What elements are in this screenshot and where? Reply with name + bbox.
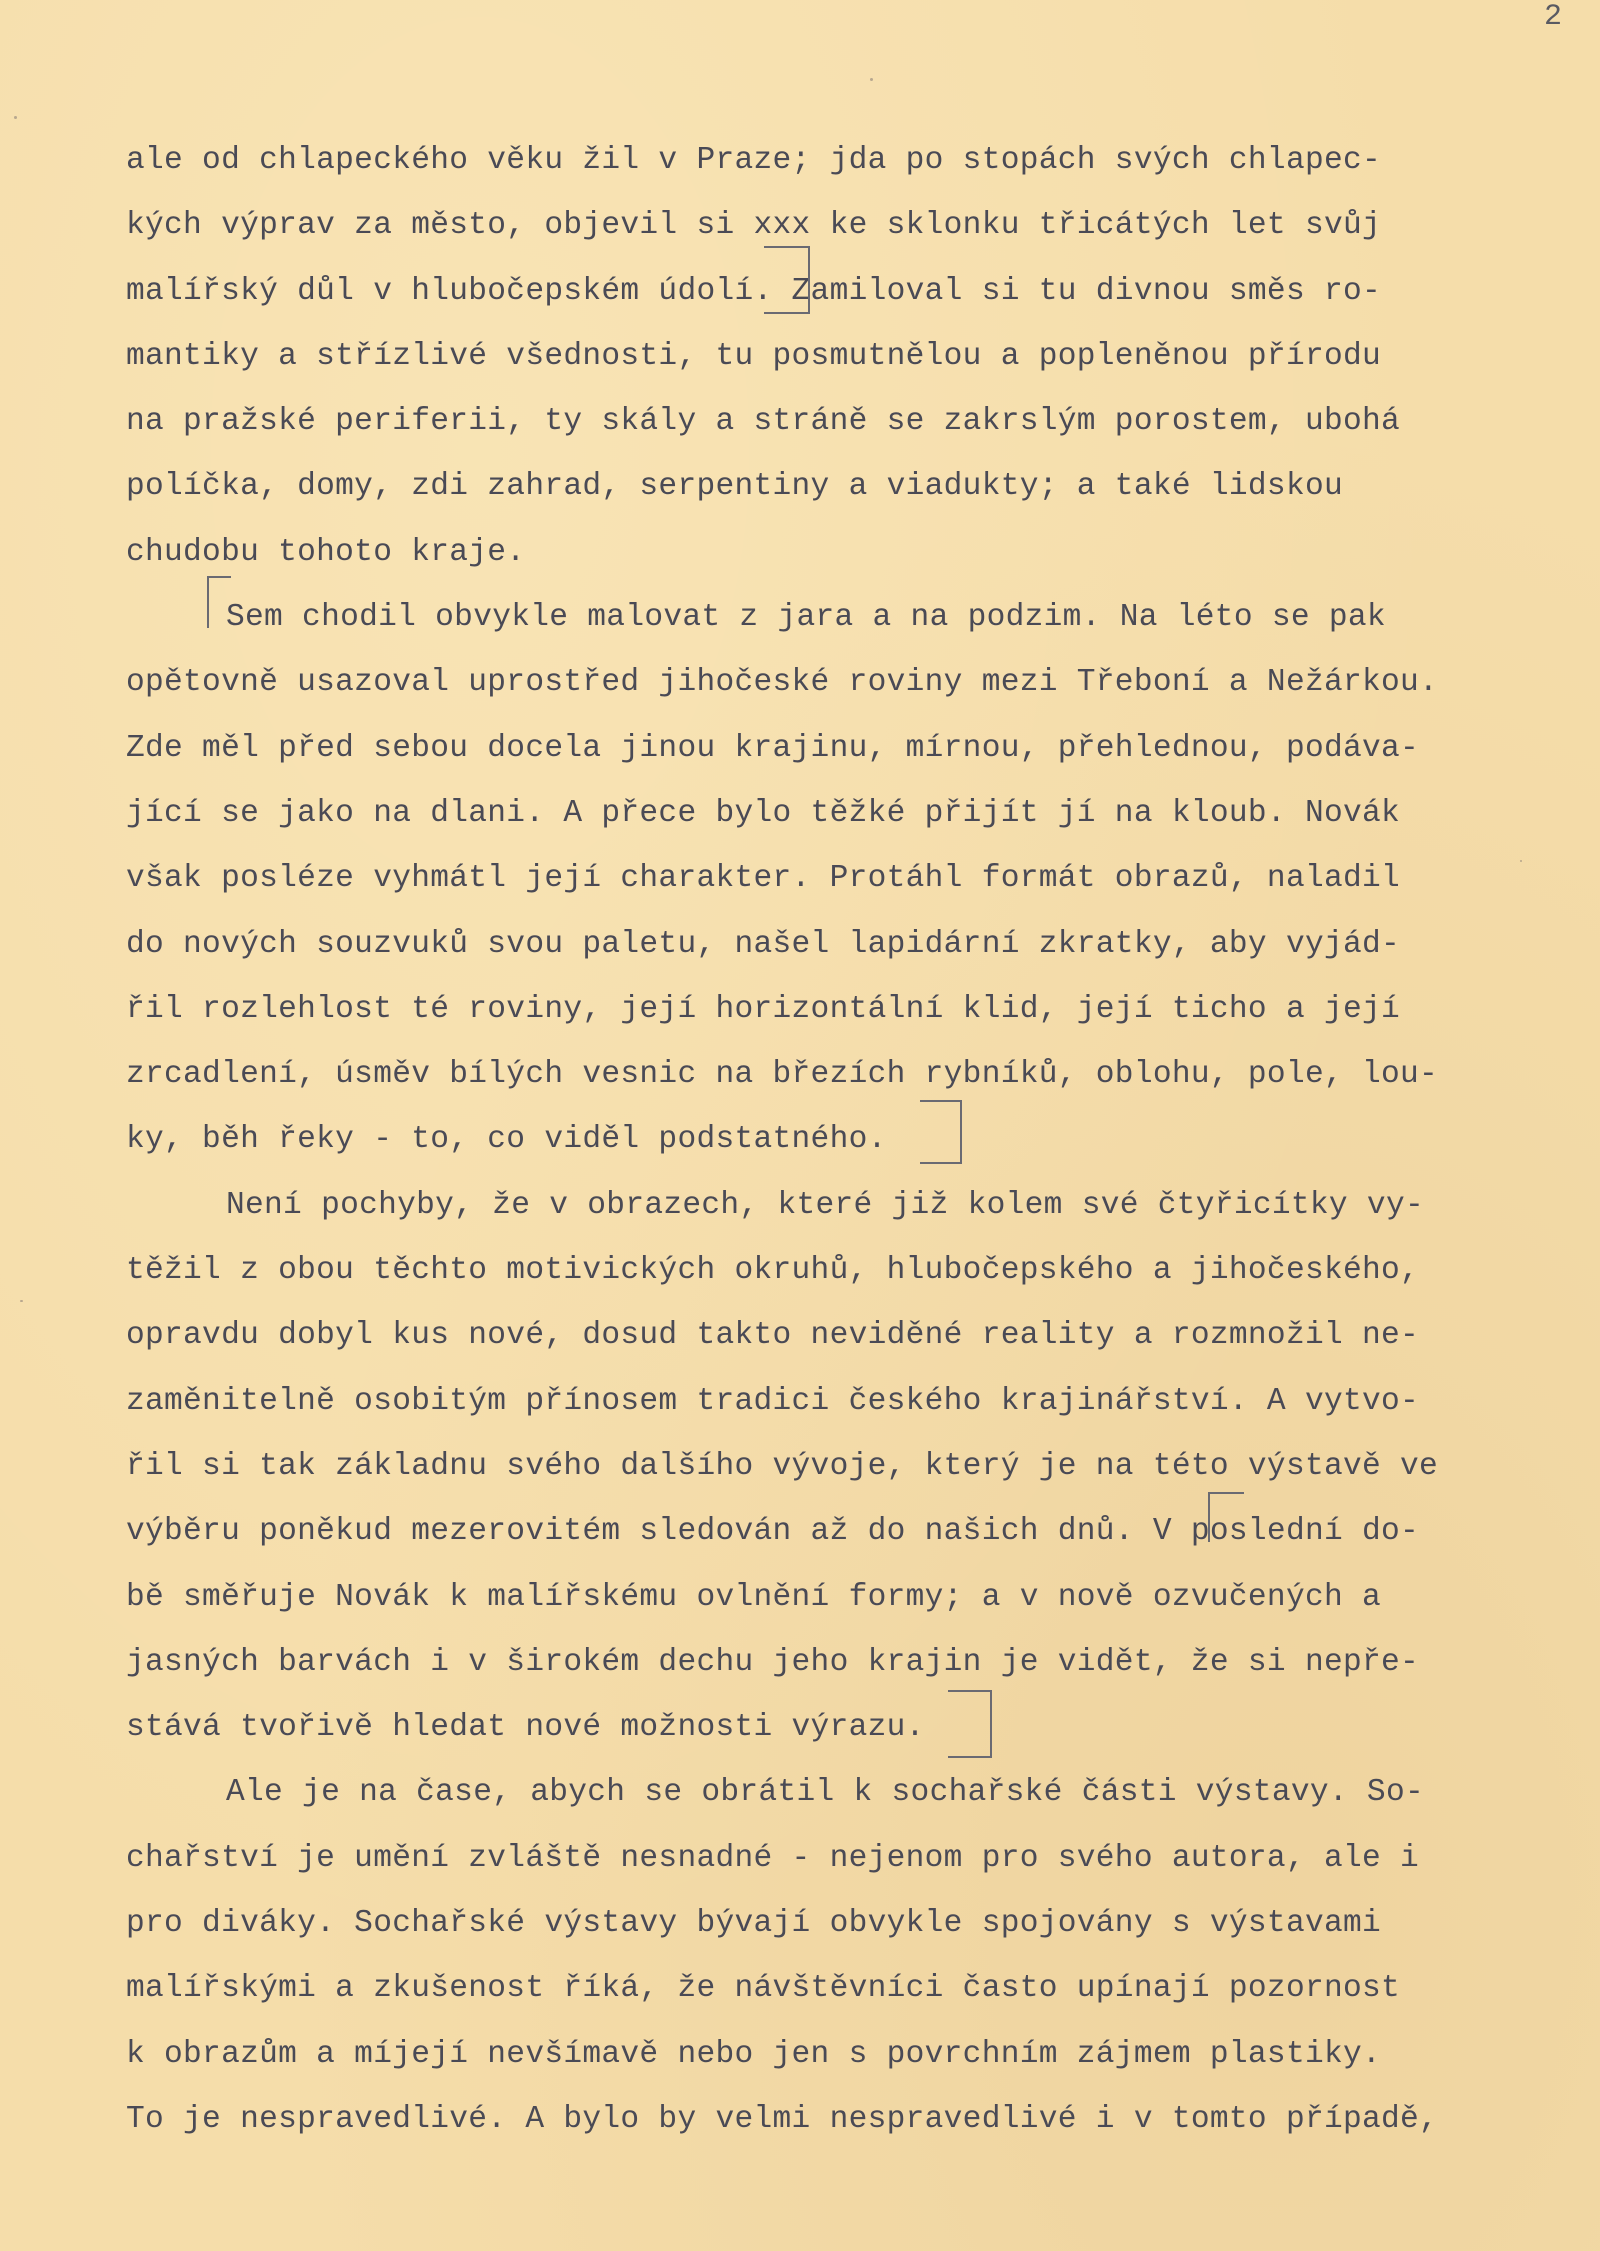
pencil-bracket-mark bbox=[764, 246, 810, 314]
text-line: jící se jako na dlani. A přece bylo těžké přijít jí na kloub. Novák bbox=[126, 795, 1401, 831]
text-line: Zde měl před sebou docela jinou krajinu, mírnou, přehlednou, podáva- bbox=[126, 730, 1420, 766]
pencil-bracket-mark bbox=[1208, 1492, 1244, 1542]
text-line: Ale je na čase, abych se obrátil k sochařské části výstavy. So- bbox=[226, 1775, 1424, 1811]
text-line: Není pochyby, že v obrazech, které již kolem své čtyřicítky vy- bbox=[226, 1187, 1424, 1223]
text-line: mantiky a střízlivé všednosti, tu posmutnělou a popleněnou přírodu bbox=[126, 338, 1382, 374]
pencil-bracket-mark bbox=[948, 1690, 992, 1758]
text-line: opravdu dobyl kus nové, dosud takto neviděné reality a rozmnožil ne- bbox=[126, 1318, 1420, 1354]
text-line: ale od chlapeckého věku žil v Praze; jda po stopách svých chlapec- bbox=[126, 143, 1382, 178]
text-line: Sem chodil obvykle malovat z jara a na podzim. Na léto se pak bbox=[226, 600, 1386, 636]
text-line: kých výprav za město, objevil si xxx ke sklonku třicátých let svůj bbox=[126, 208, 1382, 244]
pencil-bracket-mark bbox=[207, 576, 231, 628]
text-line: opětovně usazoval uprostřed jihočeské roviny mezi Třeboní a Nežárkou. bbox=[126, 665, 1439, 701]
paper-speck bbox=[1520, 860, 1522, 862]
text-line: jasných barvách i v širokém dechu jeho krajin je vidět, že si nepře- bbox=[126, 1644, 1420, 1680]
text-line: řil si tak základnu svého dalšího vývoje, který je na této výstavě ve bbox=[126, 1448, 1439, 1484]
text-line: těžil z obou těchto motivických okruhů, hlubočepského a jihočeského, bbox=[126, 1253, 1420, 1289]
text-line: k obrazům a míjejí nevšímavě nebo jen s povrchním zájmem plastiky. bbox=[126, 2036, 1382, 2072]
text-line: zrcadlení, úsměv bílých vesnic na březích rybníků, oblohu, pole, lou- bbox=[126, 1057, 1439, 1093]
text-line: chařství je umění zvláště nesnadné - nejenom pro svého autora, ale i bbox=[126, 1840, 1420, 1876]
text-line: však posléze vyhmátl její charakter. Protáhl formát obrazů, naladil bbox=[126, 861, 1401, 897]
text-line: pro diváky. Sochařské výstavy bývají obvykle spojovány s výstavami bbox=[126, 1906, 1382, 1942]
text-line: výběru poněkud mezerovitém sledován až do našich dnů. V poslední do- bbox=[126, 1514, 1420, 1550]
text-line: do nových souzvuků svou paletu, našel lapidární zkratky, aby vyjád- bbox=[126, 926, 1401, 962]
text-line: malířskými a zkušenost říká, že návštěvníci často upínají pozornost bbox=[126, 1971, 1401, 2007]
paper-speck bbox=[14, 116, 17, 119]
page-number: 2 bbox=[1543, 0, 1562, 34]
text-line: malířský důl v hlubočepském údolí. Zamiloval si tu divnou směs ro- bbox=[126, 273, 1382, 309]
text-line: řil rozlehlost té roviny, její horizontální klid, její ticho a její bbox=[126, 991, 1401, 1027]
text-line: bě směřuje Novák k malířskému ovlnění formy; a v nově ozvučených a bbox=[126, 1579, 1382, 1615]
paper-speck bbox=[870, 78, 873, 81]
text-line: ky, běh řeky - to, co viděl podstatného. bbox=[126, 1122, 887, 1158]
text-line: stává tvořivě hledat nové možnosti výrazu. bbox=[126, 1710, 925, 1746]
text-line: políčka, domy, zdi zahrad, serpentiny a viadukty; a také lidskou bbox=[126, 469, 1343, 505]
text-line: zaměnitelně osobitým přínosem tradici českého krajinářství. A vytvo- bbox=[126, 1383, 1420, 1419]
typed-text-body bbox=[126, 128, 1526, 2152]
paper-speck bbox=[20, 1300, 23, 1302]
text-line: na pražské periferii, ty skály a stráně se zakrslým porostem, ubohá bbox=[126, 404, 1401, 440]
pencil-bracket-mark bbox=[920, 1100, 962, 1164]
text-line: To je nespravedlivé. A bylo by velmi nespravedlivé i v tomto případě, bbox=[126, 2101, 1439, 2137]
text-line: chudobu tohoto kraje. bbox=[126, 534, 526, 570]
